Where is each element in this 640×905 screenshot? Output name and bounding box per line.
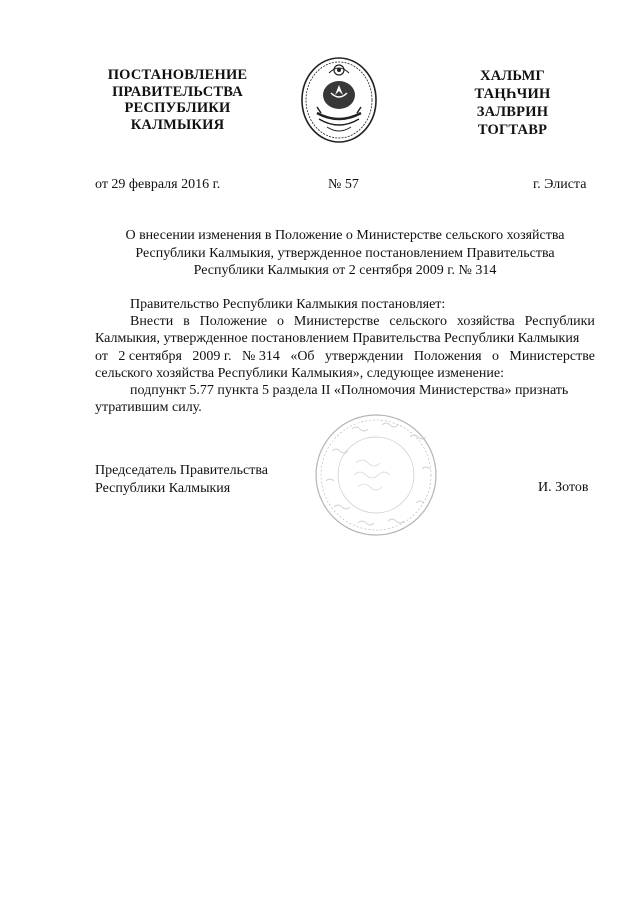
word: о bbox=[491, 348, 499, 364]
body-paragraph-2-line-4: сельского хозяйства Республики Калмыкия», следующее изменение: bbox=[95, 365, 504, 381]
title-line-1: О внесении изменения в Положение о Министерстве сельского хозяйства bbox=[125, 228, 565, 243]
body-paragraph-2-line-1 bbox=[95, 313, 595, 330]
header-kalmyk-title bbox=[455, 67, 570, 139]
word: о bbox=[276, 314, 284, 330]
body-paragraph-3-line-2: утратившим силу. bbox=[95, 400, 202, 416]
word: хозяйства bbox=[456, 314, 515, 330]
document-city: г. Элиста bbox=[533, 177, 587, 192]
header-russian-title bbox=[90, 67, 265, 133]
signatory-position-line-1: Председатель Правительства bbox=[95, 463, 268, 478]
word: «Об bbox=[290, 348, 315, 364]
word: Министерстве bbox=[293, 314, 380, 330]
body-paragraph-2-line-3 bbox=[95, 348, 595, 365]
official-seal-stamp bbox=[312, 411, 440, 539]
header-left-line-3: РЕСПУБЛИКИ bbox=[124, 100, 231, 116]
header-left-line-1: ПОСТАНОВЛЕНИЕ bbox=[107, 67, 248, 83]
word: № 314 bbox=[242, 348, 280, 364]
document-title bbox=[95, 227, 595, 280]
header-right-line-3: ЗАЛВРИН bbox=[476, 104, 549, 120]
title-line-2: Республики Калмыкия, утвержденное постановлением Правительства bbox=[135, 245, 555, 261]
word: Положение bbox=[199, 314, 268, 330]
word: в bbox=[183, 314, 190, 330]
title-line-3: Республики Калмыкия от 2 сентября 2009 г. № 314 bbox=[193, 263, 497, 278]
document-body bbox=[95, 296, 595, 416]
document-number: № 57 bbox=[328, 177, 359, 192]
signatory-position bbox=[95, 462, 268, 497]
header-left-line-2: ПРАВИТЕЛЬСТВА bbox=[112, 83, 243, 100]
kalmykia-coat-of-arms-icon bbox=[299, 55, 379, 147]
word: Министерстве bbox=[509, 348, 595, 364]
header-right-line-1: ХАЛЬМГ bbox=[480, 68, 545, 84]
header-right-line-4: ТОГТАВР bbox=[477, 122, 548, 138]
word: Республики bbox=[524, 314, 595, 330]
word: Внести bbox=[130, 314, 174, 330]
body-paragraph-3-line-1: подпункт 5.77 пункта 5 раздела II «Полномочия Министерства» признать bbox=[130, 383, 569, 399]
word: сельского bbox=[389, 314, 447, 330]
body-paragraph-2-line-2: Калмыкия, утвержденное постановлением Правительства Республики Калмыкия bbox=[95, 331, 580, 347]
word: утверждении bbox=[325, 348, 404, 364]
word: Положения bbox=[413, 348, 482, 364]
word: 2009 г. bbox=[192, 348, 232, 364]
word: 2 сентября bbox=[118, 348, 182, 364]
body-paragraph-1: Правительство Республики Калмыкия постановляет: bbox=[130, 297, 446, 312]
document-date: от 29 февраля 2016 г. bbox=[95, 177, 221, 192]
signatory-name: И. Зотов bbox=[538, 480, 589, 495]
header-right-line-2: ТАҢҺЧИН bbox=[474, 86, 551, 102]
word: от bbox=[95, 348, 108, 364]
header-left-line-4: КАЛМЫКИЯ bbox=[130, 116, 225, 133]
signatory-position-line-2: Республики Калмыкия bbox=[95, 480, 231, 496]
